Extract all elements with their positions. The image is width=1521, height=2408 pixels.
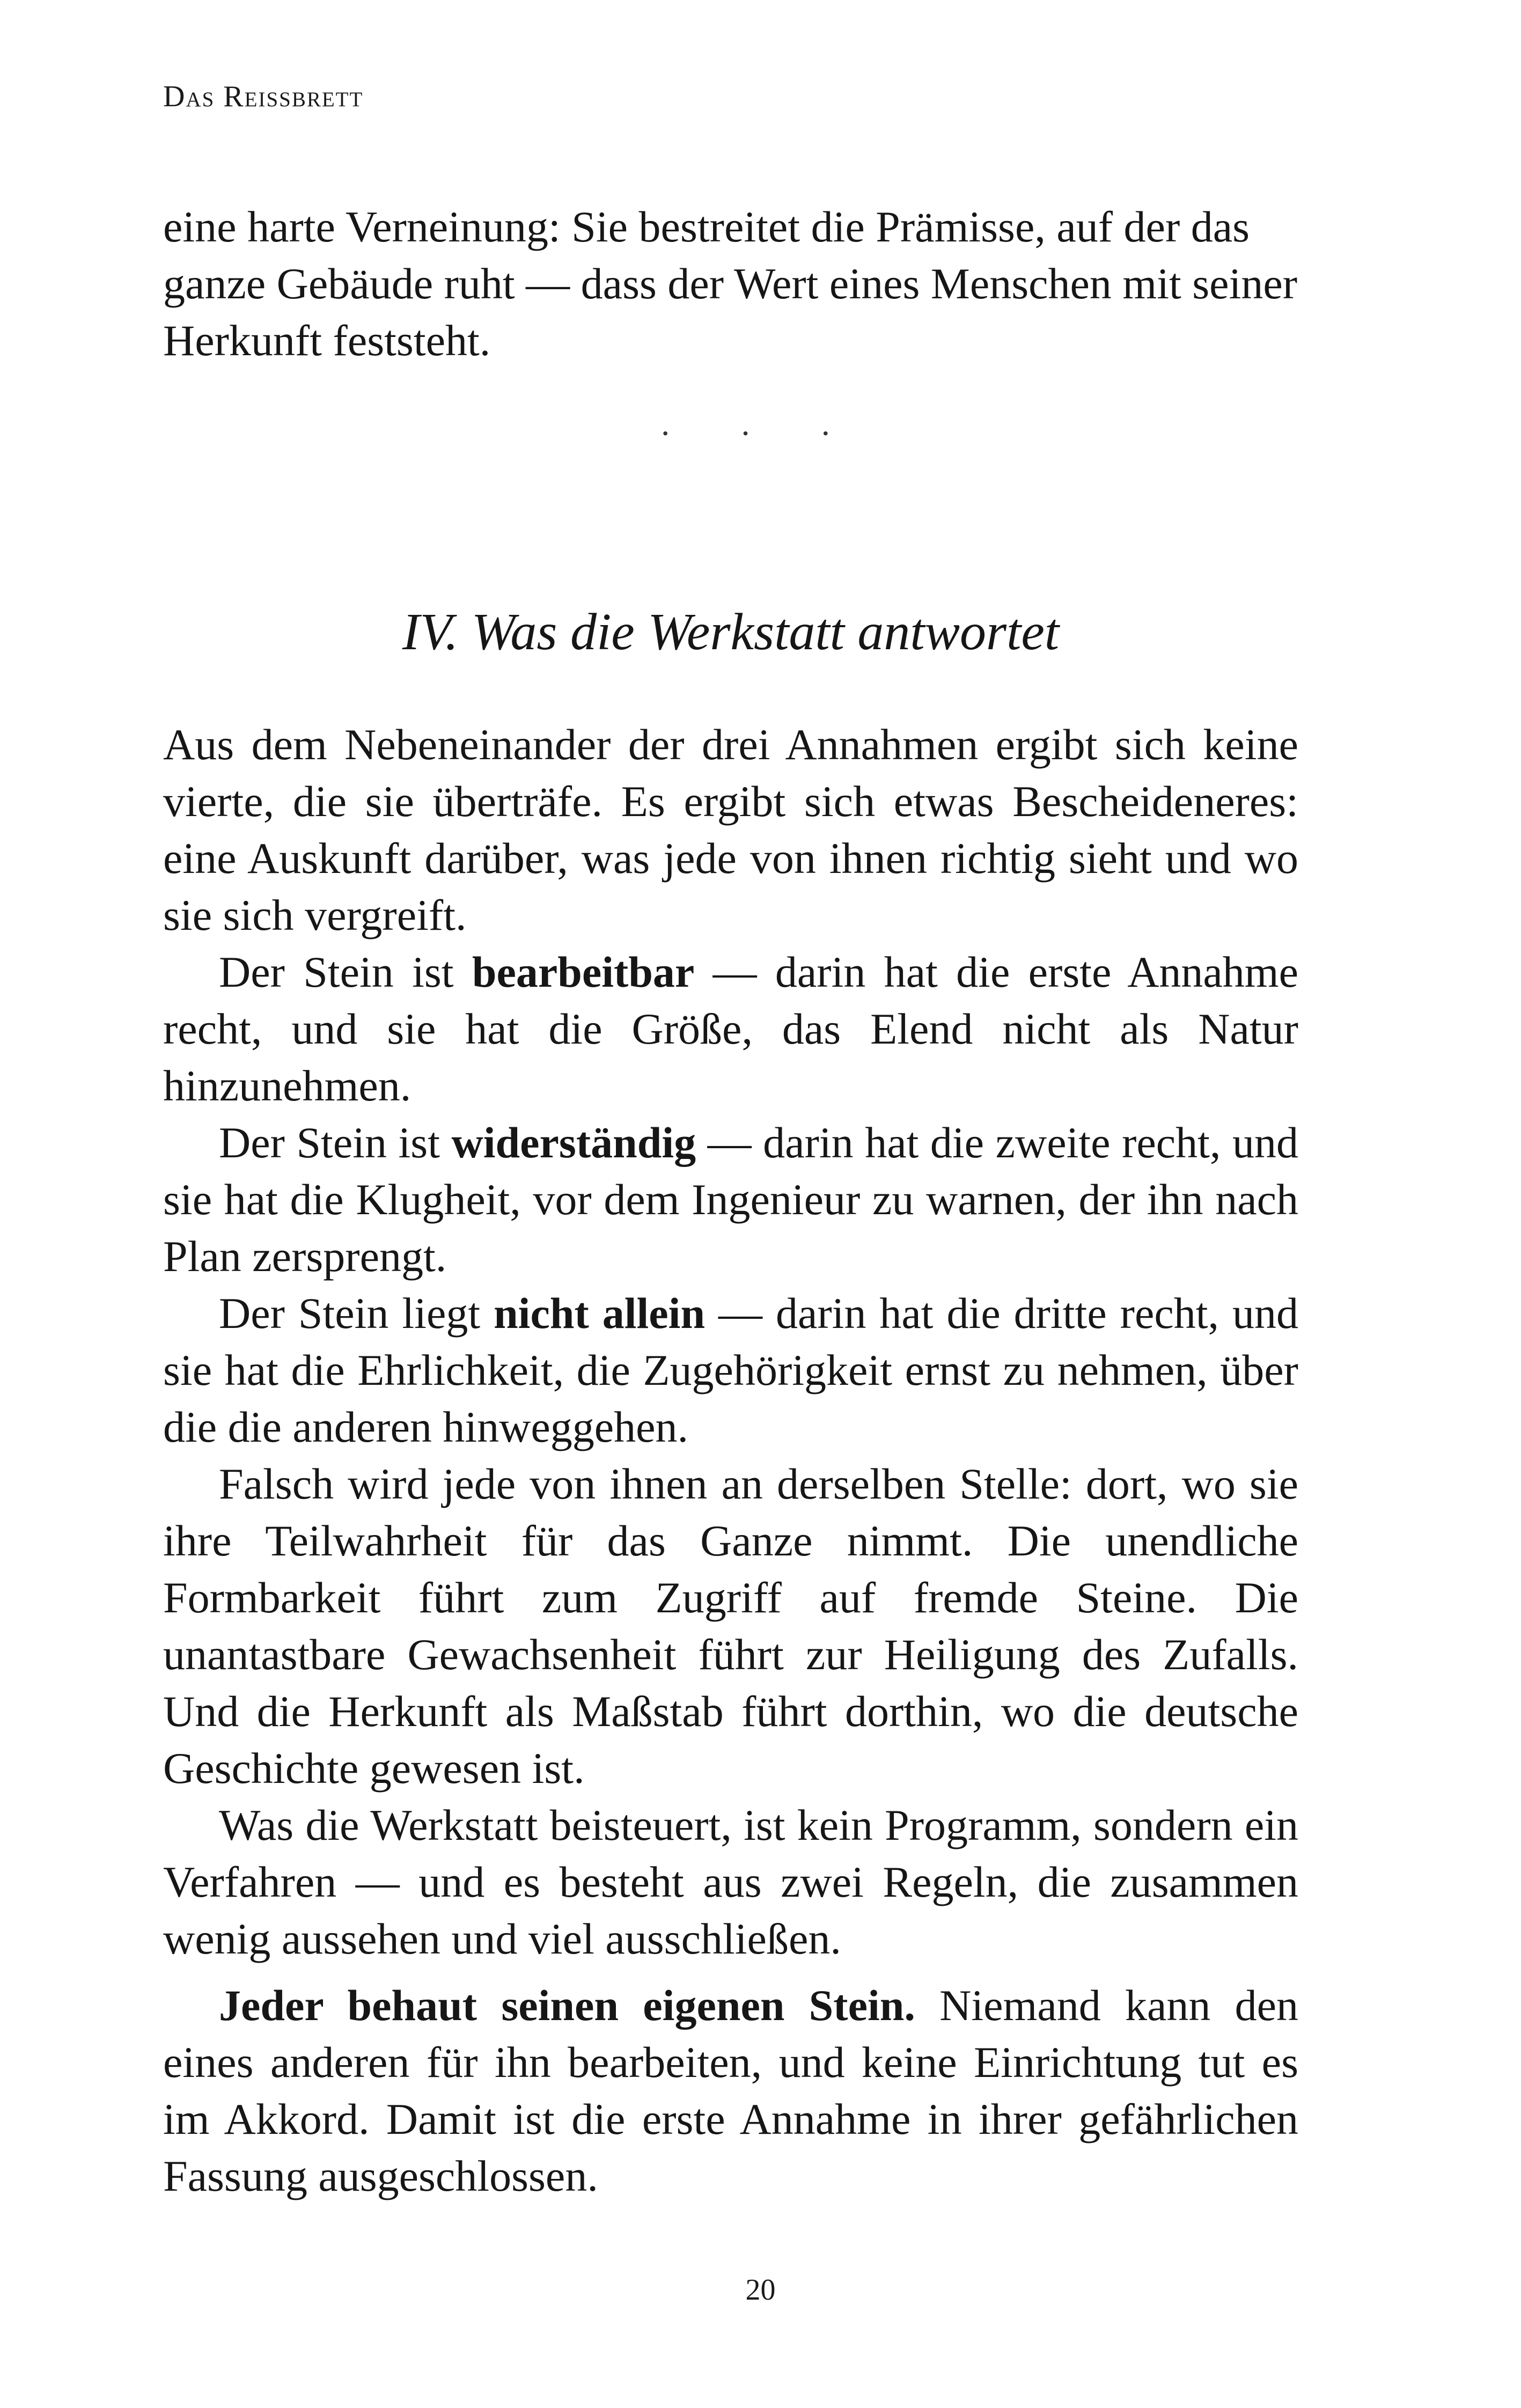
- page-number: 20: [745, 2273, 776, 2307]
- paragraph: [163, 1114, 1298, 1285]
- paragraph-lead: Der Stein ist: [219, 948, 472, 996]
- paragraph: Aus dem Nebeneinander der drei Annahmen ergibt sich keine vierte, die sie überträfe. Es ergibt sich etwas Bescheideneres: eine Auskunft darüber, was jede von ihnen richtig sieht und wo sie sich vergreift.: [163, 720, 1298, 939]
- emphasis: Jeder behaut seinen eigenen Stein.: [219, 1981, 915, 2030]
- paragraph-rest: — darin hat die zweite recht, und sie hat die Klugheit, vor dem Ingenieur zu warnen, der ihn nach Plan zersprengt.: [163, 1118, 1298, 1281]
- paragraph-rest: — darin hat die erste Annahme recht, und sie hat die Größe, das Elend nicht als Natur hinzunehmen.: [163, 948, 1298, 1110]
- section-body: [163, 716, 1298, 2205]
- paragraph-lead: Der Stein ist: [219, 1118, 452, 1167]
- opening-paragraph: eine harte Verneinung: Sie bestreitet die Prämisse, auf der das ganze Gebäude ruht — dass der Wert eines Menschen mit seiner Herkunft feststeht.: [163, 202, 1298, 365]
- paragraph: [163, 1285, 1298, 1456]
- paragraph-lead: Der Stein liegt: [219, 1289, 494, 1338]
- paragraph: Falsch wird jede von ihnen an derselben Stelle: dort, wo sie ihre Teilwahrheit für das Ganze nimmt. Die unendliche Formbarkeit führt zum Zugriff auf fremde Steine. Die unantastbare Gewachsenheit führt zur Heiligung des Zufalls. Und die Herkunft als Maßstab führt dorthin, wo die deutsche Geschichte gewesen ist.: [163, 1459, 1298, 1793]
- emphasis: widerständig: [451, 1118, 696, 1167]
- opening-text: [163, 199, 1298, 369]
- paragraph-rest: Niemand kann den eines anderen für ihn bearbeiten, und keine Einrichtung tut es im Akkord. Damit ist die erste Annahme in ihrer gefährlichen Fassung ausgeschlossen.: [163, 1981, 1298, 2200]
- paragraph: [163, 1977, 1298, 2205]
- section-break-dinkus: · · ·: [659, 414, 862, 452]
- section-title: IV. Was die Werkstatt antwortet: [402, 603, 1060, 661]
- emphasis: bearbeitbar: [472, 948, 695, 996]
- paragraph-rest: — darin hat die dritte recht, und sie hat die Ehrlichkeit, die Zugehörigkeit ernst zu nehmen, über die die anderen hinweggehen.: [163, 1289, 1298, 1451]
- emphasis: nicht allein: [494, 1289, 706, 1338]
- paragraph: [163, 944, 1298, 1114]
- running-head: Das Reissbrett: [163, 80, 364, 113]
- paragraph: Was die Werkstatt beisteuert, ist kein Programm, sondern ein Verfahren — und es besteht aus zwei Regeln, die zusammen wenig aussehen und viel ausschließen.: [163, 1801, 1298, 1963]
